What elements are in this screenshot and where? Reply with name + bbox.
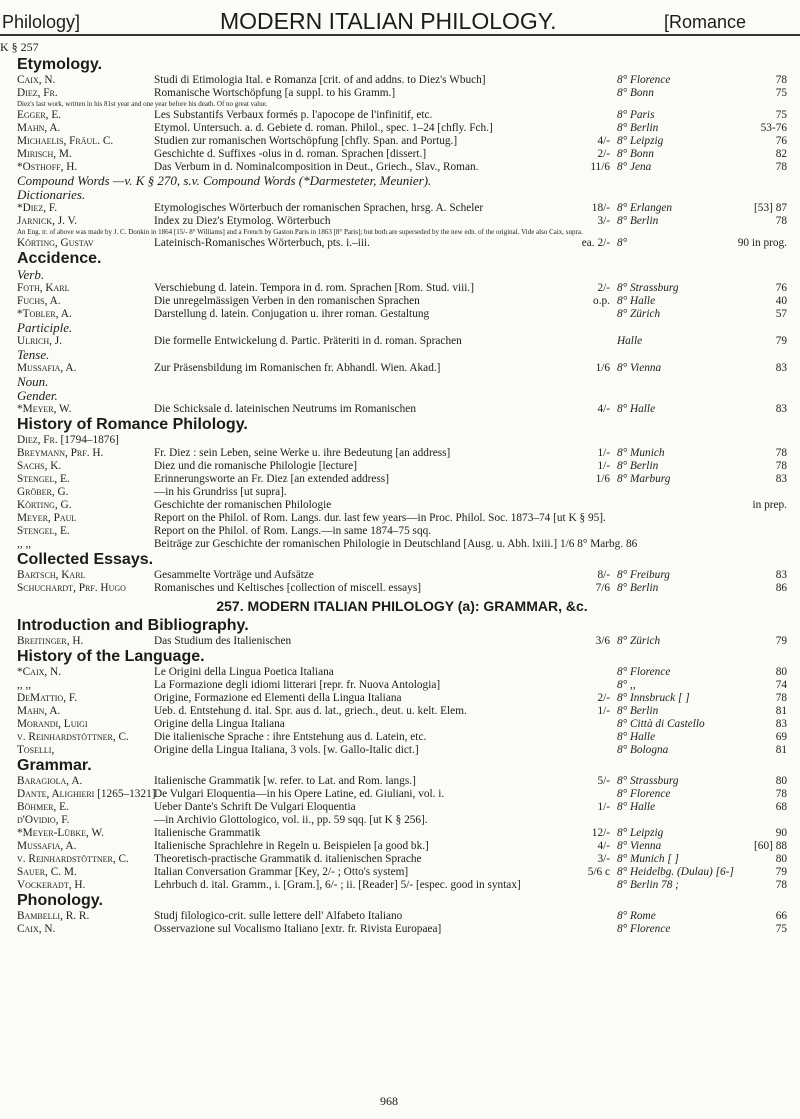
entry-row: [17, 460, 787, 473]
subsection-heading: [17, 375, 787, 389]
entry-title: Etymol. Untersuch. a. d. Gebiete d. roman. Philol., spec. 1–24 [chfly. Fch.]: [154, 122, 493, 134]
entry-title: La Formazione degli idiomi litterari [repr. fr. Nuova Antologia]: [154, 679, 441, 691]
entry-title: Zur Präsensbildung im Romanischen fr. Abhandl. Wien. Akad.]: [154, 362, 441, 374]
entry-row: [17, 122, 787, 135]
page-number: 968: [380, 1094, 398, 1108]
heading-text: Diez's last work, written in his 81st year and one year before his death. Of no great value.: [17, 100, 268, 108]
entry-title: Diez und die romanische Philologie [lecture]: [154, 460, 357, 472]
subsection-heading: [17, 268, 787, 282]
entry-year: 78: [775, 447, 787, 459]
page-header: [0, 6, 800, 34]
entry-year: 82: [775, 148, 787, 160]
entry-author: Caix, N.: [17, 74, 56, 86]
entry-title: Gesammelte Vorträge und Aufsätze: [154, 569, 314, 581]
entry-author: Baragiola, A.: [17, 775, 83, 787]
entry-format-place: 8° Berlin: [617, 460, 659, 472]
heading-text: Collected Essays.: [17, 551, 154, 568]
entry-format-place: 8° Strassburg: [617, 282, 679, 294]
entry-year: 78: [775, 161, 787, 173]
entry-title: Geschichte d. Suffixes -olus in d. roman. Sprachen [dissert.]: [154, 148, 427, 160]
entry-author: Egger, E.: [17, 109, 62, 121]
heading-text: An Eng. tr. of above was made by J. C. Donkin in 1864 [15/- 8° Williams] and a French by Gaston Paris in 1863 [8° Paris]; but both are superseded by the new edn. of the original. Vide also Caix, supra.: [17, 228, 583, 236]
entry-price: 1/6: [595, 362, 610, 374]
entry-row: [17, 403, 787, 416]
entry-author: Michaelis, Fräul. C.: [17, 135, 114, 147]
entry-year: 40: [775, 295, 787, 307]
note-text: [17, 100, 787, 109]
entry-author: *Caix, N.: [17, 666, 62, 678]
entry-title: Etymologisches Wörterbuch der romanischen Sprachen, hrsg. A. Scheler: [154, 202, 484, 214]
entry-price: 3/6: [595, 635, 610, 647]
entry-year: 90 in prog.: [737, 237, 787, 249]
entry-format-place: 8° Marburg: [617, 473, 671, 485]
entry-row: [17, 679, 787, 692]
entry-row: [17, 582, 787, 595]
heading-text: Compound Words —v. K § 270, s.v. Compound Words (*Darmesteter, Meunier).: [17, 173, 432, 188]
heading-text: History of Romance Philology.: [17, 416, 248, 433]
entry-format-place: 8° Zürich: [617, 308, 661, 320]
entry-author: Diez, Fr. [1794–1876]: [17, 434, 119, 446]
entry-format-place: 8° Florence: [617, 788, 671, 800]
entry-format-place: 8° Freiburg: [617, 569, 670, 581]
entry-year: 66: [775, 910, 787, 922]
entry-year: 83: [775, 362, 787, 374]
entry-price: 18/-: [591, 202, 610, 214]
entry-author: Morandi, Luigi: [17, 718, 88, 730]
entry-format-place: 8° Vienna: [617, 840, 662, 852]
section-heading: [17, 892, 787, 910]
entry-format-place: 8° Jena: [617, 161, 652, 173]
section-heading: [17, 757, 787, 775]
bibliography-body: [17, 56, 787, 936]
entry-author: Fuchs, A.: [17, 295, 61, 307]
entry-row: [17, 525, 787, 538]
entry-format-place: 8° Halle: [617, 801, 656, 813]
entry-year: 69: [775, 731, 787, 743]
entry-row: [17, 202, 787, 215]
entry-title: Origine della Lingua Italiana, 3 vols. [w. Gallo-Italic dict.]: [154, 744, 419, 756]
entry-format-place: 8° ,,: [617, 679, 636, 691]
entry-title: Geschichte der romanischen Philologie: [154, 499, 332, 511]
entry-row: [17, 731, 787, 744]
header-left: Philology]: [2, 12, 81, 32]
entry-author: *Meyer-Lübke, W.: [17, 827, 104, 839]
header-right: [Romance: [664, 12, 747, 32]
entry-row: [17, 775, 787, 788]
entry-year: 80: [775, 666, 787, 678]
entry-title: Ueb. d. Entstehung d. ital. Spr. aus d. lat., griech., deut. u. kelt. Elem.: [154, 705, 467, 717]
entry-year: 79: [775, 335, 787, 347]
entry-format-place: 8° Zürich: [617, 635, 661, 647]
entry-author: *Diez, F.: [17, 202, 58, 214]
subsection-heading: [17, 188, 787, 202]
entry-row: [17, 788, 787, 801]
entry-author: Caix, N.: [17, 923, 56, 935]
entry-year: 81: [775, 744, 787, 756]
entry-title: Studien zur romanischen Wortschöpfung [chfly. Span. and Portug.]: [154, 135, 458, 147]
entry-year: 75: [775, 109, 787, 121]
entry-format-place: 8° Bonn: [617, 87, 654, 99]
entry-format-place: 8° Berlin: [617, 122, 659, 134]
section-heading: [17, 56, 787, 74]
entry-format-place: 8° Heidelbg. (Dulau) [6-]: [617, 866, 734, 878]
entry-year: 83: [775, 718, 787, 730]
entry-year: 78: [775, 692, 787, 704]
section-heading: [17, 617, 787, 635]
entry-year: [53] 87: [754, 202, 787, 214]
entry-author: Meyer, Paul: [17, 512, 77, 524]
heading-text: Introduction and Bibliography.: [17, 617, 249, 634]
entry-row: [17, 335, 787, 348]
entry-year: 75: [775, 87, 787, 99]
entry-year: 78: [775, 788, 787, 800]
entry-title: Das Verbum in d. Nominalcomposition in Deut., Griech., Slav., Roman.: [154, 161, 479, 173]
note-text: [17, 228, 787, 237]
entry-author: Körting, G.: [17, 499, 72, 511]
entry-author: Breitinger, H.: [17, 635, 84, 647]
entry-year: 83: [775, 569, 787, 581]
entry-row: [17, 109, 787, 122]
entry-author: Mahn, A.: [17, 705, 61, 717]
entry-format-place: 8° Munich [ ]: [617, 853, 679, 865]
heading-text: Gender.: [17, 388, 58, 403]
subsection-heading: [17, 348, 787, 362]
entry-row: [17, 692, 787, 705]
entry-price: 3/-: [597, 215, 610, 227]
entry-year: 79: [775, 866, 787, 878]
entry-price: 4/-: [597, 403, 610, 415]
entry-author: Breymann, Prf. H.: [17, 447, 104, 459]
entry-title: Theoretisch-practische Grammatik d. italienischen Sprache: [154, 853, 422, 865]
entry-row: [17, 282, 787, 295]
entry-title: Italienische Grammatik: [154, 827, 261, 839]
entry-row: [17, 135, 787, 148]
entry-author: *Meyer, W.: [17, 403, 72, 415]
entry-format-place: Halle: [617, 335, 643, 347]
entry-author: Körting, Gustav: [17, 237, 94, 249]
entry-row: [17, 87, 787, 100]
entry-format-place: 8° Florence: [617, 923, 671, 935]
entry-row: [17, 801, 787, 814]
subsection-heading: [17, 321, 787, 335]
entry-price: 1/6: [595, 473, 610, 485]
entry-title: Lateinisch-Romanisches Wörterbuch, pts. i.–iii.: [154, 237, 370, 249]
entry-format-place: 8° Berlin: [617, 582, 659, 594]
section-heading: [17, 648, 787, 666]
section-mark: K § 257: [0, 40, 39, 54]
entry-title: Origine, Formazione ed Elementi della Lingua Italiana: [154, 692, 402, 704]
entry-title: Studj filologico-crit. sulle lettere dell' Alfabeto Italiano: [154, 910, 403, 922]
entry-year: in prep.: [752, 499, 787, 511]
entry-format-place: 8° Erlangen: [617, 202, 673, 214]
entry-title: Italienische Sprachlehre in Regeln u. Beispielen [a good bk.]: [154, 840, 429, 852]
entry-author: Vockeradt, H.: [17, 879, 86, 891]
entry-row: [17, 827, 787, 840]
entry-format-place: 8° Florence: [617, 666, 671, 678]
entry-row: [17, 538, 787, 551]
section-heading: [17, 250, 787, 268]
entry-row: [17, 569, 787, 582]
heading-text: Tense.: [17, 347, 50, 362]
entry-row: [17, 923, 787, 936]
entry-author: v. Reinhardstöttner, C.: [17, 853, 129, 865]
entry-row: [17, 705, 787, 718]
entry-price: ea. 2/-: [581, 237, 610, 249]
entry-title: Romanische Wortschöpfung [a suppl. to his Gramm.]: [154, 87, 396, 99]
entry-author: Stengel, E.: [17, 525, 70, 537]
entry-price: 4/-: [597, 840, 610, 852]
entry-row: [17, 447, 787, 460]
entry-title: Ueber Dante's Schrift De Vulgari Eloquentia: [154, 801, 356, 813]
entry-author: Mussafia, A.: [17, 362, 77, 374]
entry-price: 1/-: [597, 705, 610, 717]
entry-year: 68: [775, 801, 787, 813]
entry-row: [17, 635, 787, 648]
entry-year: 83: [775, 403, 787, 415]
entry-title: Osservazione sul Vocalismo Italiano [extr. fr. Rivista Europaea]: [154, 923, 442, 935]
entry-title: Das Studium des Italienischen: [154, 635, 292, 647]
entry-row: [17, 512, 787, 525]
entry-author: Mussafia, A.: [17, 840, 77, 852]
entry-row: [17, 718, 787, 731]
entry-year: 53-76: [760, 122, 787, 134]
entry-author: Sachs, K.: [17, 460, 62, 472]
entry-price: 2/-: [597, 282, 610, 294]
entry-price: 12/-: [591, 827, 610, 839]
entry-price: 4/-: [597, 135, 610, 147]
entry-format-place: 8° Innsbruck [ ]: [617, 692, 690, 704]
entry-title: Report on the Philol. of Rom. Langs. dur. last few years—in Proc. Philol. Soc. 1873–74 [ut K § 95].: [154, 512, 606, 524]
entry-price: 5/6 c: [587, 866, 610, 878]
entry-row: [17, 840, 787, 853]
heading-text: Phonology.: [17, 892, 103, 909]
entry-title: Die italienische Sprache : ihre Entstehung aus d. Latein, etc.: [154, 731, 427, 743]
subsection-heading: [17, 389, 787, 403]
entry-author: DeMattio, F.: [17, 692, 78, 704]
entry-author: Bambelli, R. R.: [17, 910, 90, 922]
entry-author: ,, ,,: [17, 679, 32, 691]
entry-row: [17, 814, 787, 827]
entry-year: 57: [775, 308, 787, 320]
entry-price: o.p.: [593, 295, 610, 307]
entry-author: Dante, Alighieri [1265–1321]: [17, 788, 156, 800]
heading-text: Grammar.: [17, 757, 92, 774]
entry-title: Italienische Grammatik [w. refer. to Lat. and Rom. langs.]: [154, 775, 416, 787]
entry-title: Verschiebung d. latein. Tempora in d. rom. Sprachen [Rom. Stud. viii.]: [154, 282, 474, 294]
heading-text: Noun.: [17, 374, 49, 389]
entry-year: 76: [775, 282, 787, 294]
entry-row: [17, 148, 787, 161]
entry-year: 75: [775, 923, 787, 935]
entry-title: Die unregelmässigen Verben in den romanischen Sprachen: [154, 295, 420, 307]
entry-title: Die formelle Entwickelung d. Partic. Präteriti in d. roman. Sprachen: [154, 335, 462, 347]
entry-title: Die Schicksale d. lateinischen Neutrums im Romanischen: [154, 403, 416, 415]
entry-author: Stengel, E.: [17, 473, 70, 485]
entry-author: Ulrich, J.: [17, 335, 63, 347]
entry-price: 1/-: [597, 801, 610, 813]
entry-format-place: 8° Rome: [617, 910, 656, 922]
heading-text: Dictionaries.: [17, 187, 86, 202]
entry-price: 11/6: [590, 161, 610, 173]
entry-price: 1/-: [597, 447, 610, 459]
entry-author: Diez, Fr.: [17, 87, 58, 99]
entry-title: Italian Conversation Grammar [Key, 2/- ; Otto's system]: [154, 866, 409, 878]
entry-format-place: 8° Città di Castello: [617, 718, 705, 730]
entry-format-place: 8° Leipzig: [617, 135, 664, 147]
entry-format-place: 8° Strassburg: [617, 775, 679, 787]
heading-text: 257. MODERN ITALIAN PHILOLOGY (a): GRAMMAR, &c.: [216, 598, 588, 614]
entry-year: 78: [775, 74, 787, 86]
entry-title: Le Origini della Lingua Poetica Italiana: [154, 666, 334, 678]
entry-price: 2/-: [597, 692, 610, 704]
entry-title: Index zu Diez's Etymolog. Wörterbuch: [154, 215, 331, 227]
entry-format-place: 8° Florence: [617, 74, 671, 86]
entry-format-place: 8° Vienna: [617, 362, 662, 374]
heading-text: History of the Language.: [17, 648, 205, 665]
subsection-heading: [17, 174, 787, 188]
entry-format-place: 8° Halle: [617, 731, 656, 743]
header-title: MODERN ITALIAN PHILOLOGY.: [220, 8, 557, 34]
section-heading: [17, 551, 787, 569]
entry-author: Bartsch, Karl: [17, 569, 86, 581]
entry-format-place: 8° Bonn: [617, 148, 654, 160]
entry-year: 80: [775, 775, 787, 787]
entry-format-place: 8° Paris: [617, 109, 655, 121]
entry-year: 76: [775, 135, 787, 147]
entry-price: 2/-: [597, 148, 610, 160]
entry-row: [17, 486, 787, 499]
entry-format-place: 8° Berlin: [617, 215, 659, 227]
entry-year: [60] 88: [754, 840, 787, 852]
entry-author: Gröber, G.: [17, 486, 69, 498]
entry-author: *Tobler, A.: [17, 308, 72, 320]
entry-row: [17, 666, 787, 679]
entry-row: [17, 473, 787, 486]
entry-format-place: 8° Berlin: [617, 705, 659, 717]
entry-author: *Osthoff, H.: [17, 161, 78, 173]
section-heading: [17, 416, 787, 434]
entry-row: [17, 308, 787, 321]
entry-author: Böhmer, E.: [17, 801, 69, 813]
entry-author: Sauer, C. M.: [17, 866, 77, 878]
entry-format-place: 8° Leipzig: [617, 827, 664, 839]
entry-author: Mahn, A.: [17, 122, 61, 134]
entry-author: Schuchardt, Prf. Hugo: [17, 582, 126, 594]
entry-title: Erinnerungsworte an Fr. Diez [an extended address]: [154, 473, 389, 485]
entry-format-place: 8° Berlin 78 ;: [617, 879, 679, 891]
entry-row: [17, 879, 787, 892]
heading-text: Participle.: [17, 320, 73, 335]
entry-year: 86: [775, 582, 787, 594]
entry-format-place: 8° Halle: [617, 295, 656, 307]
entry-row: [17, 74, 787, 87]
entry-author: Foth, Karl: [17, 282, 70, 294]
entry-price: 5/-: [597, 775, 610, 787]
heading-text: Verb.: [17, 267, 45, 282]
entry-title: —in his Grundriss [ut supra].: [154, 486, 287, 498]
entry-year: 80: [775, 853, 787, 865]
entry-title: Romanisches und Keltisches [collection of miscell. essays]: [154, 582, 421, 594]
entry-title: De Vulgari Eloquentia—in his Opere Latine, ed. Giuliani, vol. i.: [154, 788, 445, 800]
header-rule: [0, 34, 800, 36]
entry-author: v. Reinhardstöttner, C.: [17, 731, 129, 743]
section-heading: [17, 595, 787, 617]
entry-title: Report on the Philol. of Rom. Langs.—in same 1874–75 sqq.: [154, 525, 432, 537]
entry-title: Les Substantifs Verbaux formés p. l'apocope de l'infinitif, etc.: [154, 109, 433, 121]
entry-year: 74: [775, 679, 787, 691]
entry-author: ,, ,,: [17, 538, 32, 550]
entry-row: [17, 295, 787, 308]
entry-year: 83: [775, 473, 787, 485]
entry-title: Studi di Etimologia Ital. e Romanza [crit. of and addns. to Diez's Wbuch]: [154, 74, 486, 86]
entry-title: —in Archivio Glottologico, vol. ii., pp. 59 sqq. [ut K § 256].: [154, 814, 428, 826]
entry-price: 8/-: [597, 569, 610, 581]
entry-format-place: 8° Munich: [617, 447, 665, 459]
entry-year: 81: [775, 705, 787, 717]
entry-format-place: 8°: [617, 237, 628, 249]
entry-format-place: 8° Halle: [617, 403, 656, 415]
entry-price: 3/-: [597, 853, 610, 865]
entry-price: 7/6: [595, 582, 610, 594]
entry-title: Lehrbuch d. ital. Gramm., i. [Gram.], 6/- ; ii. [Reader] 5/- [espec. good in syntax]: [154, 879, 521, 891]
entry-year: 78: [775, 879, 787, 891]
entry-author: Jarnick, J. V.: [17, 215, 78, 227]
entry-row: [17, 910, 787, 923]
entry-year: 90: [775, 827, 787, 839]
entry-author: Toselli,: [17, 744, 55, 756]
entry-row: [17, 866, 787, 879]
entry-year: 79: [775, 635, 787, 647]
entry-title: Origine della Lingua Italiana: [154, 718, 285, 730]
heading-text: Accidence.: [17, 250, 102, 267]
entry-row: [17, 853, 787, 866]
entry-row: [17, 499, 787, 512]
entry-format-place: 8° Bologna: [617, 744, 669, 756]
entry-author: d'Ovidio, F.: [17, 814, 70, 826]
entry-title: Beiträge zur Geschichte der romanischen Philologie in Deutschland [Ausg. u. Abh. lxiii.] 1/6 8° Marbg. 86: [154, 538, 638, 550]
entry-row: [17, 434, 787, 447]
entry-row: [17, 215, 787, 228]
entry-author: Mirisch, M.: [17, 148, 72, 160]
heading-text: Etymology.: [17, 56, 103, 73]
entry-title: Darstellung d. latein. Conjugation u. ihrer roman. Gestaltung: [154, 308, 430, 320]
entry-price: 1/-: [597, 460, 610, 472]
entry-title: Fr. Diez : sein Leben, seine Werke u. ihre Bedeutung [an address]: [154, 447, 451, 459]
entry-row: [17, 237, 787, 250]
entry-year: 78: [775, 215, 787, 227]
entry-year: 78: [775, 460, 787, 472]
entry-row: [17, 744, 787, 757]
entry-row: [17, 362, 787, 375]
